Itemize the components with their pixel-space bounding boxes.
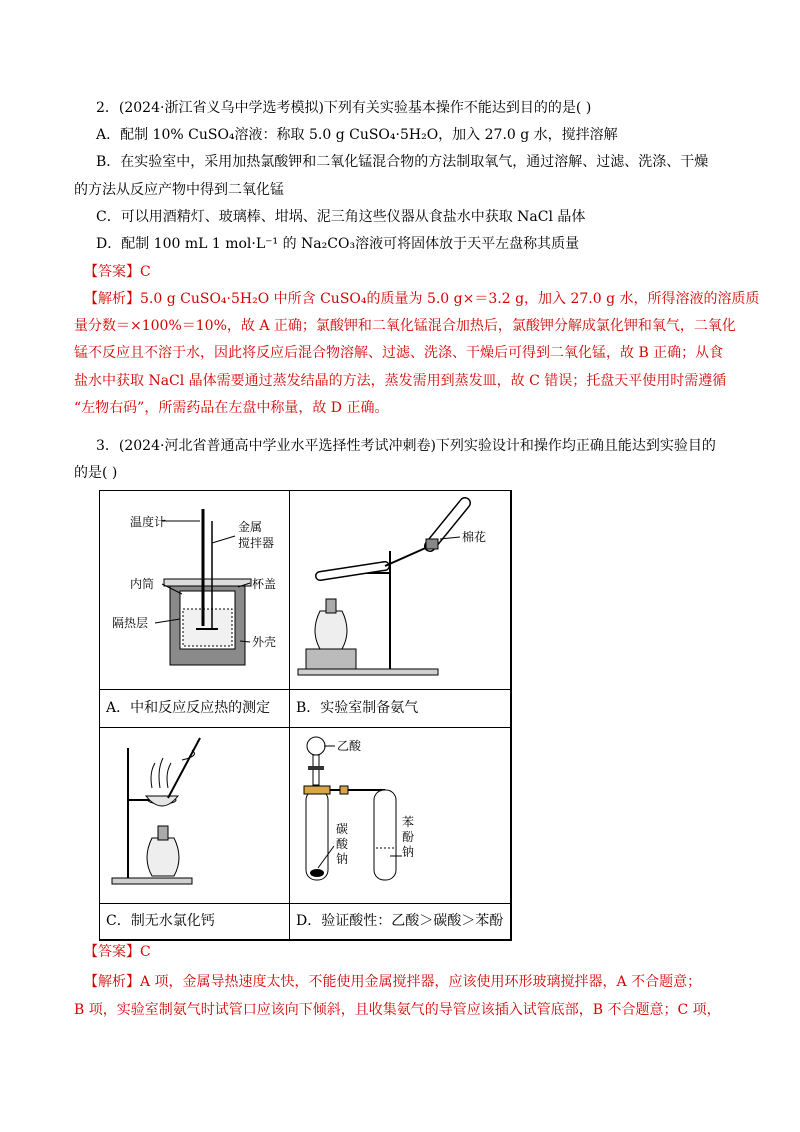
q3-stem-line1: 3．(2024·河北省普通高中学业水平选择性考试冲刺卷)下列实验设计和操作均正确且能达到实验目的 <box>96 438 716 454</box>
label-acetic-acid: 乙酸 <box>337 739 362 753</box>
q2-analysis-line1: 【解析】5.0 g CuSO₄·5H₂O 中所含 CuSO₄的质量为 5.0 g×＝3.2 g，加入 27.0 g 水，所得溶液的溶质质 <box>84 291 760 307</box>
q2-analysis-line3: 锰不反应且不溶于水，因此将反应后混合物溶解、过滤、洗涤、干燥后可得到二氧化锰，故 B 正确；从食 <box>74 345 724 361</box>
acidity-apparatus-diagram <box>290 728 509 902</box>
q2-answer: 【答案】C <box>84 264 151 280</box>
q2-option-b-line2: 的方法从反应产物中得到二氧化锰 <box>74 182 284 198</box>
q3-stem-line2: 的是( ) <box>74 465 118 481</box>
q2-option-a: A．配制 10% CuSO₄溶液：称取 5.0 g CuSO₄·5H₂O，加入 27.0 g 水，搅拌溶解 <box>96 127 618 143</box>
label-carbonate-2: 酸 <box>336 837 349 851</box>
label-carbonate-3: 钠 <box>336 852 349 866</box>
q2-analysis-line2: 量分数＝×100%＝10%，故 A 正确；氯酸钾和二氧化锰混合加热后，氯酸钾分解成氯化钾和氧气，二氧化 <box>74 318 736 334</box>
figure-d-caption-cell <box>290 904 511 940</box>
label-stirrer-1: 金属 <box>238 520 263 534</box>
q2-option-c: C．可以用酒精灯、玻璃棒、坩埚、泥三角这些仪器从食盐水中获取 NaCl 晶体 <box>96 209 586 225</box>
ammonia-apparatus-diagram <box>290 491 509 688</box>
figure-c-caption-cell <box>100 904 290 940</box>
figure-c-caption: C．制无水氯化钙 <box>106 913 215 929</box>
figure-d-cell <box>290 728 511 904</box>
label-inner-cup: 内筒 <box>130 577 155 591</box>
q2-analysis-line5: “左物右码”，所需药品在左盘中称量，故 D 正确。 <box>74 400 389 416</box>
figure-b-caption: B．实验室制备氨气 <box>296 700 419 716</box>
q2-option-d: D．配制 100 mL 1 mol·L⁻¹ 的 Na₂CO₃溶液可将固体放于天平左盘称其质量 <box>96 236 580 252</box>
label-lid: 杯盖 <box>252 577 277 591</box>
figure-d-caption: D．验证酸性：乙酸＞碳酸＞苯酚 <box>296 913 504 929</box>
q3-figure-table <box>99 490 512 941</box>
q2-analysis-line4: 盐水中获取 NaCl 晶体需要通过蒸发结晶的方法，蒸发需用到蒸发皿，故 C 错误；托盘天平使用时需遵循 <box>74 373 727 389</box>
q2-option-b-line1: B．在实验室中，采用加热氯酸钾和二氧化锰混合物的方法制取氧气，通过溶解、过滤、洗涤、干燥 <box>96 154 709 170</box>
label-insulation: 隔热层 <box>112 616 149 630</box>
q3-analysis-line2: B 项，实验室制氨气时试管口应该向下倾斜，且收集氨气的导管应该插入试管底部，B 不合题意；C 项， <box>74 1002 721 1018</box>
figure-b-cell <box>290 491 511 690</box>
label-thermometer: 温度计 <box>130 515 167 529</box>
calorimeter-diagram <box>100 491 288 688</box>
label-shell: 外壳 <box>252 635 277 649</box>
evaporation-diagram <box>100 728 288 902</box>
figure-b-caption-cell <box>290 690 511 728</box>
q3-answer: 【答案】C <box>84 944 151 960</box>
label-phenolate-2: 酚 <box>402 830 415 844</box>
figure-a-caption-cell <box>100 690 290 728</box>
figure-a-cell <box>100 491 290 690</box>
label-stirrer-2: 搅拌器 <box>238 536 275 550</box>
q3-analysis-line1: 【解析】A 项，金属导热速度太快，不能使用金属搅拌器，应该使用环形玻璃搅拌器，A 不合题意； <box>84 974 702 990</box>
label-carbonate-1: 碳 <box>336 822 349 836</box>
label-phenolate-3: 钠 <box>402 845 415 859</box>
q2-stem: 2．(2024·浙江省义乌中学选考模拟)下列有关实验基本操作不能达到目的的是( ) <box>96 100 592 116</box>
label-phenolate-1: 苯 <box>402 815 415 829</box>
figure-c-cell <box>100 728 290 904</box>
figure-a-caption: A．中和反应反应热的测定 <box>106 700 271 716</box>
label-cotton: 棉花 <box>462 530 487 544</box>
